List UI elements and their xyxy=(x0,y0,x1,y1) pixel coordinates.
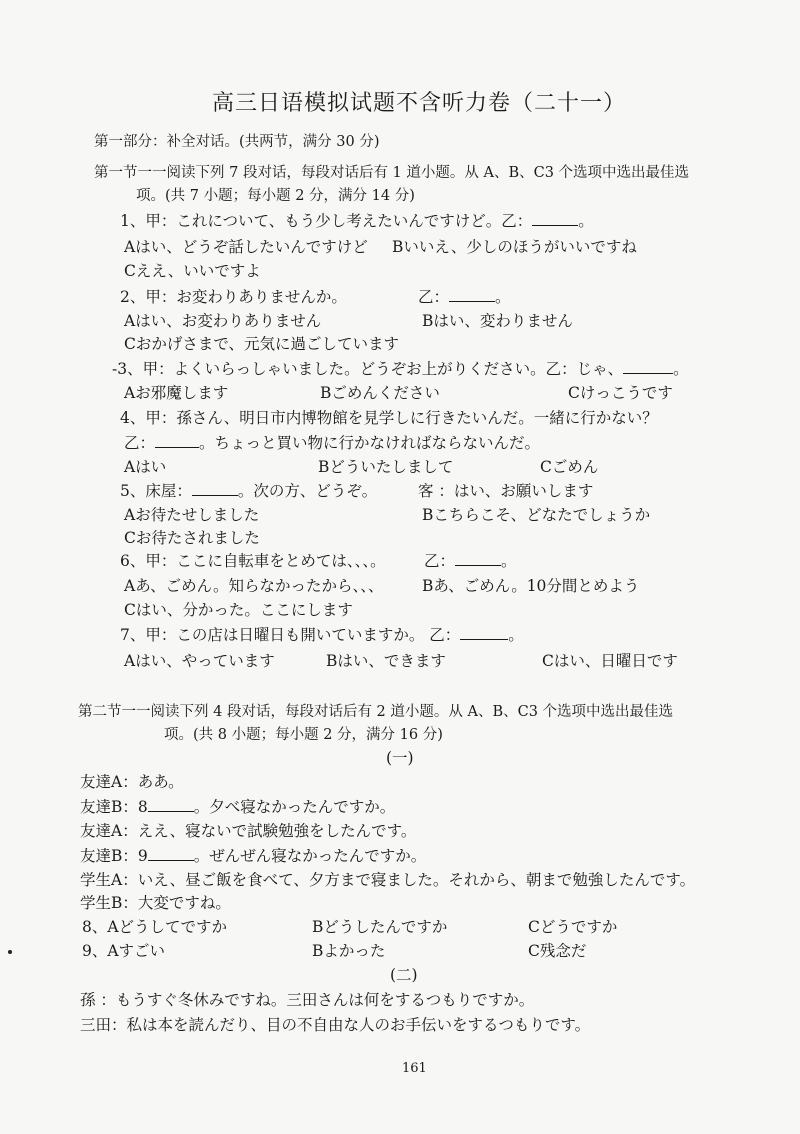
question-7-stem xyxy=(120,625,524,645)
q6-speaker xyxy=(424,551,517,571)
q5-stem-end: 。次の方、どうぞ。 xyxy=(237,482,378,500)
q1-stem-text: 1、甲：これについて、もう少し考えたいんですけど。乙： xyxy=(120,212,533,230)
q6-blank xyxy=(455,551,501,566)
d1-l4-end: 。ぜんぜん寝なかったんですか。 xyxy=(193,847,427,865)
part1-heading: 第一部分：补全对话。(共两节，满分 30 分) xyxy=(94,134,380,150)
question-6-stem: 6、甲：ここに自転車をとめては、、、。 xyxy=(120,552,386,570)
q7-option-a: Aはい、やっています xyxy=(124,652,275,670)
q2-speaker-end: 。 xyxy=(495,288,511,306)
q7-blank xyxy=(460,625,508,640)
scan-speck xyxy=(8,950,12,954)
section1-instructions-line2: 项。(共 7 小题；每小题 2 分，满分 14 分) xyxy=(136,188,415,204)
q7-option-c: Cはい、日曜日です xyxy=(542,652,678,670)
q6-option-b: Bあ、ごめん。10分間とめよう xyxy=(422,577,640,595)
q7-stem-end: 。 xyxy=(508,626,524,644)
dialogue-2-heading: (二) xyxy=(390,966,418,984)
q2-option-b: Bはい、変わりません xyxy=(422,312,573,330)
d1-l2-end: 。夕べ寝なかったんですか。 xyxy=(193,798,396,816)
q6-speaker-end: 。 xyxy=(501,552,517,570)
dialogue-1-line-5: 学生A：いえ、昼ご飯を食べて、夕方まで寝ました。それから、朝まで勉強したんです。 xyxy=(80,871,696,889)
q6-option-a: Aあ、ごめん。知らなかったから、、、 xyxy=(124,577,384,595)
q4-blank xyxy=(155,433,199,448)
question-2-stem: 2、甲：お変わりありませんか。 xyxy=(120,288,347,306)
d1-l2-text: 友達B：8 xyxy=(80,798,148,816)
q1-option-a: Aはい、どうぞ話したいんですけど xyxy=(124,238,368,256)
q5-option-a: Aお待たせしました xyxy=(124,506,260,524)
q9-option-c: C残念だ xyxy=(528,942,587,960)
section2-instructions-line2: 项。(共 8 小题；每小题 2 分，满分 16 分) xyxy=(164,727,443,743)
q8-option-a: 8、Aどうしてですか xyxy=(82,918,228,936)
q4-option-b: Bどういたしまして xyxy=(318,458,454,476)
blank-9 xyxy=(148,846,194,861)
question-1-stem xyxy=(120,211,594,231)
q5-stem-text: 5、床屋： xyxy=(120,482,192,500)
q7-stem-text: 7、甲：この店は日曜日も開いていますか。 乙： xyxy=(120,626,461,644)
dialogue-2-line-2: 三田：私は本を読んだり、目の不自由な人のお手伝いをするつもりです。 xyxy=(80,1016,591,1034)
blank-8 xyxy=(148,797,194,812)
dialogue-1-line-1: 友達A：ああ。 xyxy=(80,773,184,791)
q3-option-b: Bごめんください xyxy=(320,384,440,402)
q2-option-c: Cおかげさまで、元気に過ごしています xyxy=(124,335,400,353)
question-5-stem xyxy=(120,481,377,501)
dialogue-1-line-2 xyxy=(80,797,395,817)
q1-stem-end: 。 xyxy=(578,212,594,230)
q6-speaker-label: 乙： xyxy=(424,552,456,570)
q1-option-b: Bいいえ、少しのほうがいいですね xyxy=(392,238,637,256)
q3-stem-end: 。 xyxy=(673,360,689,378)
q4-stem-end: 。ちょっと買い物に行かなければならないんだ。 xyxy=(199,434,541,452)
q4-option-c: Cごめん xyxy=(540,458,599,476)
dialogue-1-line-3: 友達A：ええ、寝ないで試験勉強をしたんです。 xyxy=(80,822,417,840)
dialogue-1-heading: (一) xyxy=(386,749,414,767)
question-4-stem-line2 xyxy=(124,433,540,453)
page-title: 高三日语模拟试题不含听力卷（二十一） xyxy=(212,91,627,116)
dialogue-1-line-6: 学生B：大変ですね。 xyxy=(80,894,231,912)
q5-reply: 客 ：はい、お願いします xyxy=(418,482,594,500)
q2-blank xyxy=(449,287,495,302)
dialogue-2-line-1: 孫 ：もうすぐ冬休みですね。三田さんは何をするつもりですか。 xyxy=(80,991,535,1009)
q4-option-a: Aはい xyxy=(124,458,167,476)
d1-l4-text: 友達B：9 xyxy=(80,847,148,865)
q9-option-b: Bよかった xyxy=(312,942,386,960)
q2-speaker xyxy=(418,287,511,307)
page-number: 161 xyxy=(402,1061,427,1076)
q8-option-b: Bどうしたんですか xyxy=(312,918,448,936)
q9-option-a: 9、Aすごい xyxy=(82,942,166,960)
q3-option-c: Cけっこうです xyxy=(568,384,673,402)
q5-option-c: Cお待たされました xyxy=(124,529,260,547)
q5-blank xyxy=(192,481,238,496)
q2-option-a: Aはい、お変わりありません xyxy=(124,312,322,330)
question-4-stem-line1: 4、甲：孫さん、明日市内博物館を見学しに行きたいんだ。一緒に行かない？ xyxy=(120,409,658,427)
q3-option-a: Aお邪魔します xyxy=(124,384,229,402)
q4-speaker-label: 乙： xyxy=(124,434,156,452)
question-3-stem xyxy=(112,359,689,379)
section1-instructions-line1: 第一节一一阅读下列 7 段对话，每段对话后有 1 道小题。从 A、B、C3 个选项中选出最佳选 xyxy=(94,165,690,181)
q2-speaker-label: 乙： xyxy=(418,288,450,306)
q5-option-b: Bこちらこそ、どなたでしょうか xyxy=(422,506,651,524)
q3-stem-text: -3、甲：よくいらっしゃいました。どうぞお上がりください。乙：じゃ、 xyxy=(112,360,624,378)
dialogue-1-line-4 xyxy=(80,846,426,866)
q1-blank xyxy=(532,211,578,226)
q3-blank xyxy=(623,359,673,374)
q1-option-c: Cええ、いいですよ xyxy=(124,262,261,280)
q6-option-c: Cはい、分かった。ここにします xyxy=(124,601,353,619)
q7-option-b: Bはい、できます xyxy=(326,652,446,670)
section2-instructions-line1: 第二节一一阅读下列 4 段对话，每段对话后有 2 道小题。从 A、B、C3 个选项中选出最佳选 xyxy=(78,704,674,720)
q8-option-c: Cどうですか xyxy=(528,918,618,936)
